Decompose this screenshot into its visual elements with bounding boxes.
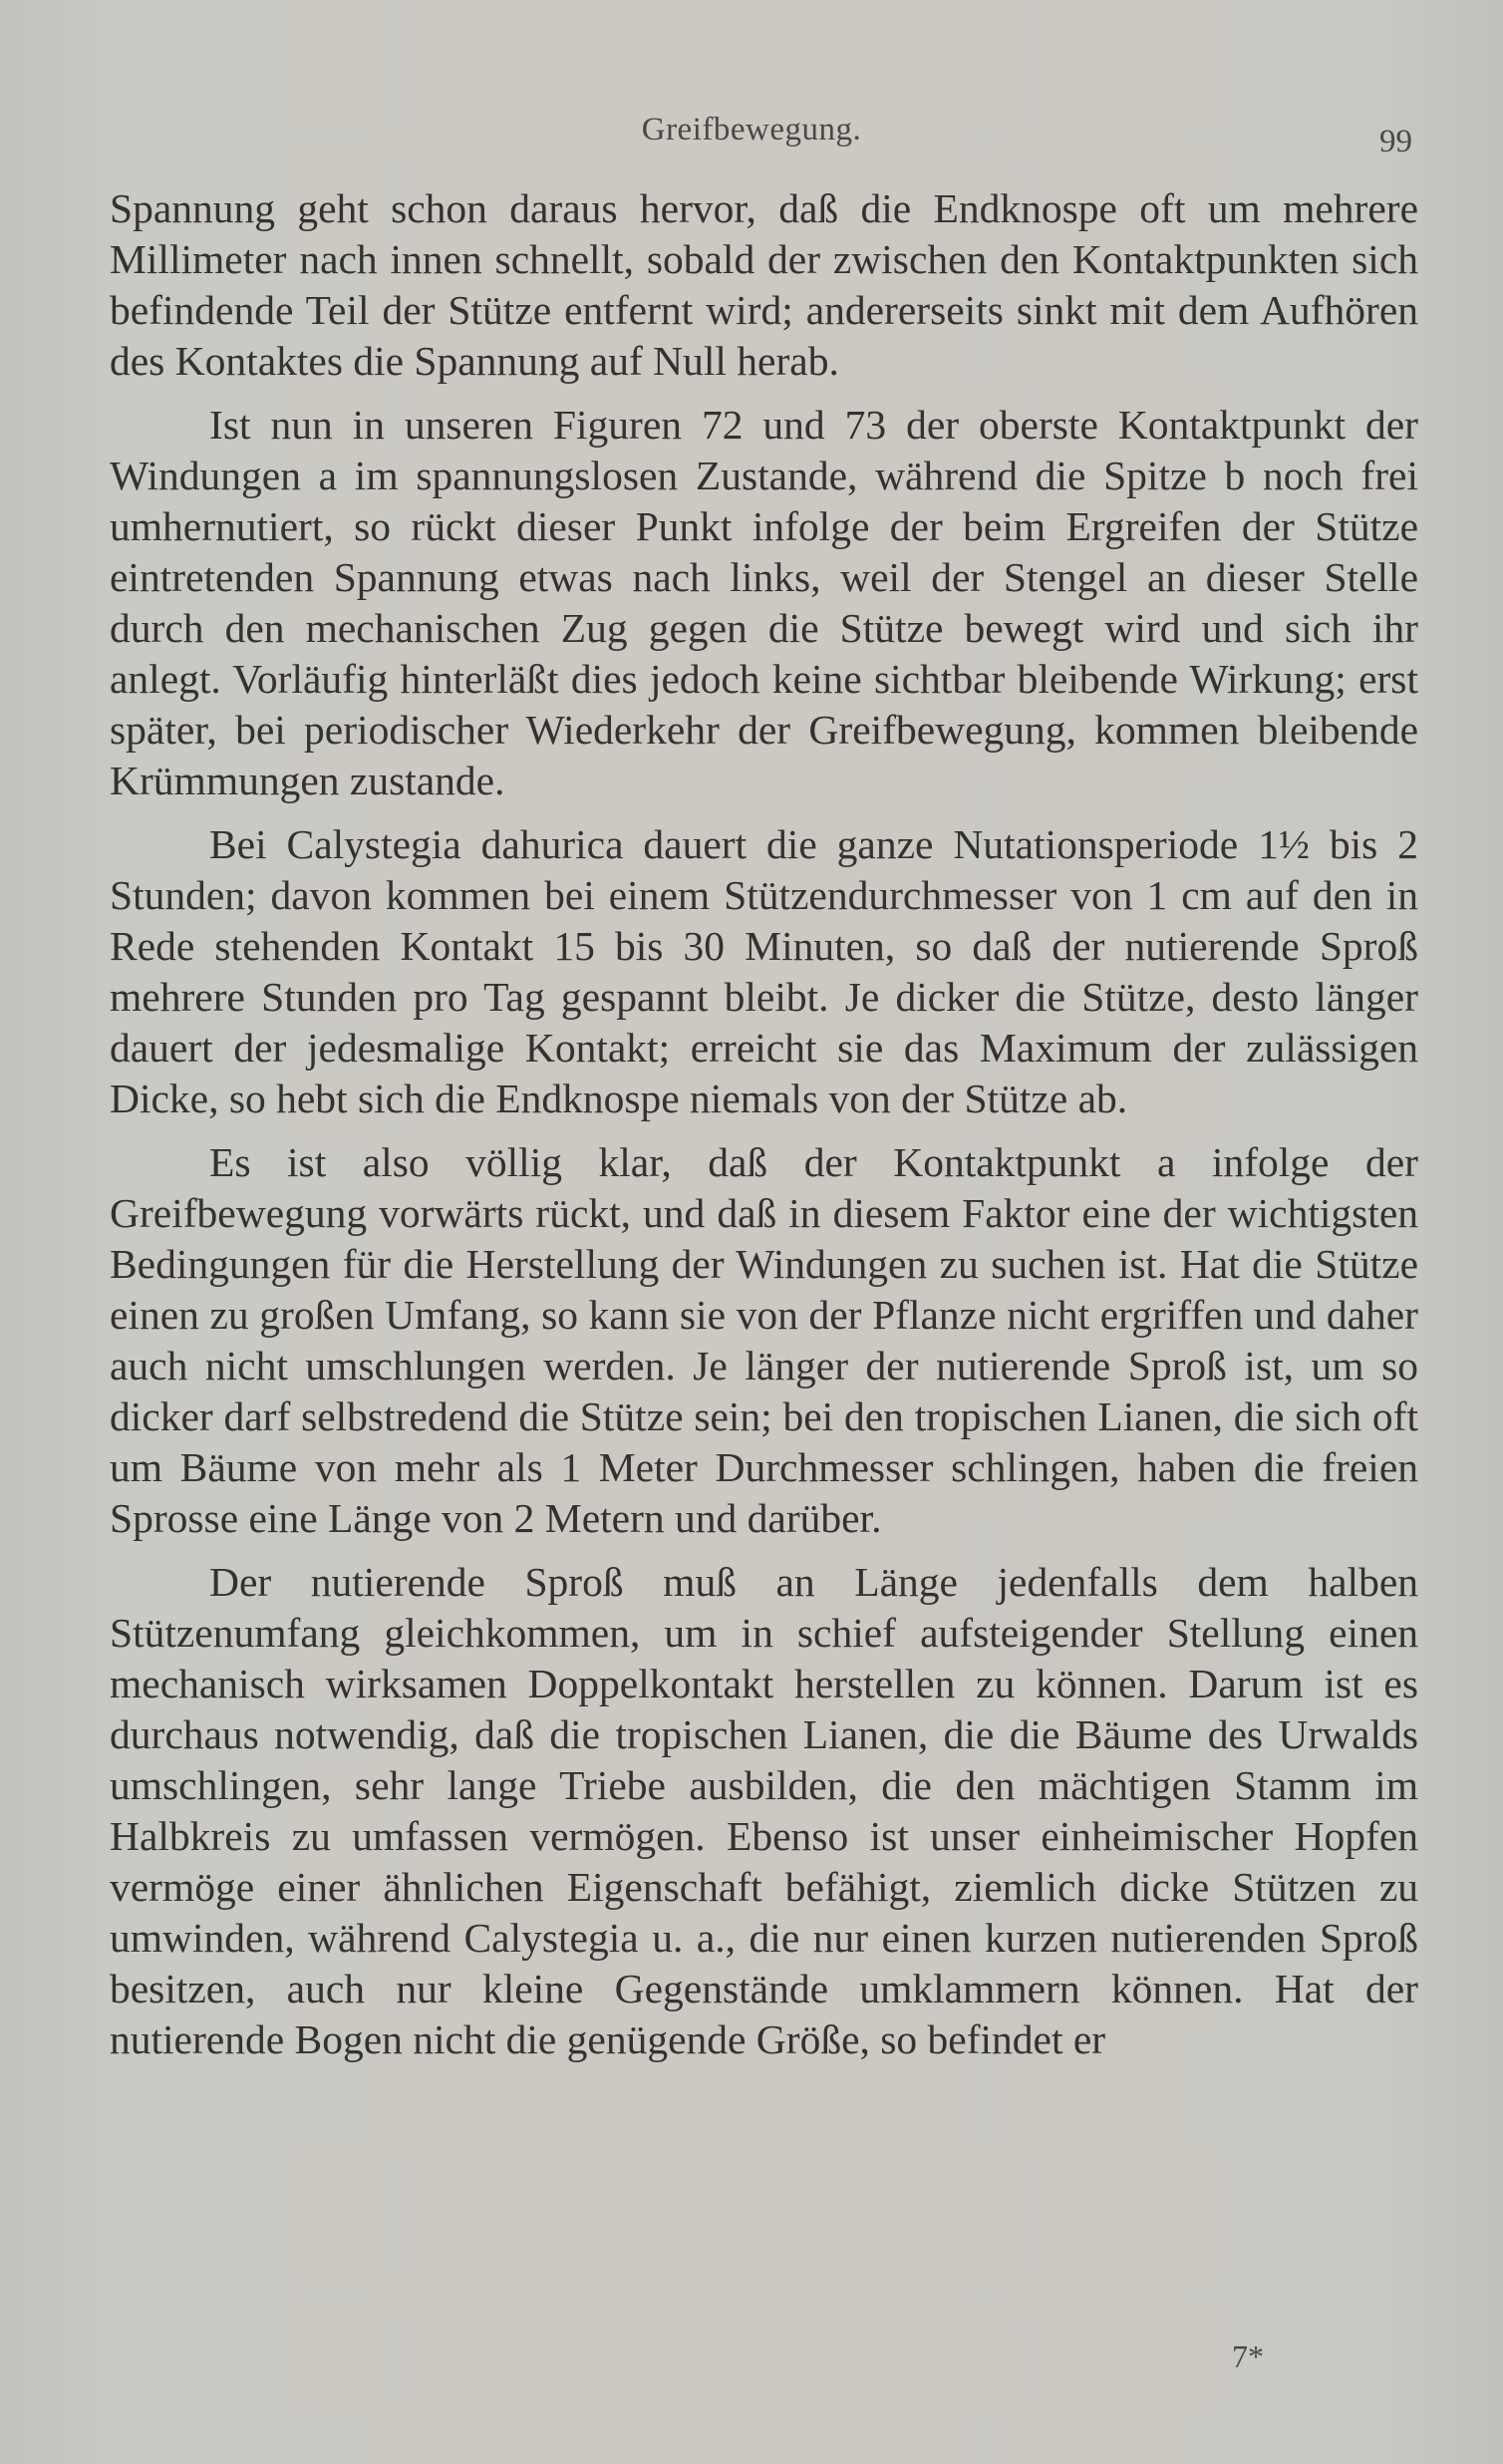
paragraph-1: Spannung geht schon daraus hervor, daß die Endknospe oft um mehrere Millimeter nach innen schnellt, sobald der zwischen den Kontaktpunkten sich befindende Teil der Stütze entfernt wird; andererseits sinkt mit dem Aufhören des Kontaktes die Spannung auf Null herab.	[110, 185, 1418, 384]
paragraph-5: Der nutierende Sproß muß an Länge jedenfalls dem halben Stützenumfang gleichkommen, um in schief aufsteigender Stellung einen mechanisch wirksamen Doppelkontakt herstellen zu können. Darum ist es durchaus notwendig, daß die tropischen Lianen, die die Bäume des Urwalds umschlingen, sehr lange Triebe ausbilden, die den mächtigen Stamm im Halbkreis zu umfassen vermögen. Ebenso ist unser einheimischer Hopfen vermöge einer ähnlichen Eigenschaft befähigt, ziemlich dicke Stützen zu umwinden, während Calystegia u. a., die nur einen kurzen nutierenden Sproß besitzen, auch nur kleine Gegenstände umklammern können. Hat der nutierende Bogen nicht die genügende Größe, so befindet er	[110, 1559, 1418, 2062]
paragraph-4: Es ist also völlig klar, daß der Kontaktpunkt a infolge der Greifbewegung vorwärts rückt, und daß in diesem Faktor eine der wichtigsten Bedingungen für die Herstellung der Windungen zu suchen ist. Hat die Stütze einen zu großen Umfang, so kann sie von der Pflanze nicht ergriffen und daher auch nicht umschlungen werden. Je länger der nutierende Sproß ist, um so dicker darf selbstredend die Stütze sein; bei den tropischen Lianen, die sich oft um Bäume von mehr als 1 Meter Durchmesser schlingen, haben die freien Sprosse eine Länge von 2 Metern und darüber.	[110, 1139, 1418, 1541]
body-text	[110, 183, 1418, 2065]
signature-mark: 7*	[1232, 2338, 1264, 2374]
paragraph-2: Ist nun in unseren Figuren 72 und 73 der oberste Kontaktpunkt der Windungen a im spannungslosen Zustande, während die Spitze b noch frei umhernutiert, so rückt dieser Punkt infolge der beim Ergreifen der Stütze eintretenden Spannung etwas nach links, weil der Stengel an dieser Stelle durch den mechanischen Zug gegen die Stütze bewegt wird und sich ihr anlegt. Vorläufig hinterläßt dies jedoch keine sichtbar bleibende Wirkung; erst später, bei periodischer Wiederkehr der Greifbewegung, kommen bleibende Krümmungen zustande.	[110, 402, 1418, 803]
page-number: 99	[1379, 124, 1412, 159]
paragraph-3: Bei Calystegia dahurica dauert die ganze Nutationsperiode 1½ bis 2 Stunden; davon kommen bei einem Stützendurchmesser von 1 cm auf den in Rede stehenden Kontakt 15 bis 30 Minuten, so daß der nutierende Sproß mehrere Stunden pro Tag gespannt bleibt. Je dicker die Stütze, desto länger dauert der jedesmalige Kontakt; erreicht sie das Maximum der zulässigen Dicke, so hebt sich die Endknospe niemals von der Stütze ab.	[110, 821, 1418, 1121]
running-title: Greifbewegung.	[641, 112, 862, 148]
